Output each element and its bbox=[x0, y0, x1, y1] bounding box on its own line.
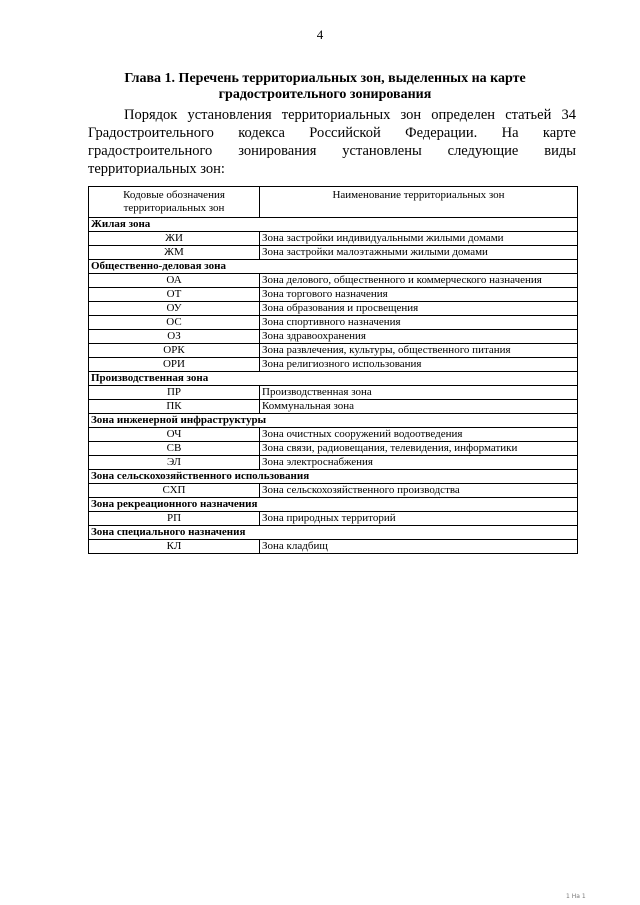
table-row bbox=[89, 484, 578, 498]
zone-code: ПР bbox=[89, 386, 260, 400]
zone-code: ОС bbox=[89, 316, 260, 330]
zone-name: Коммунальная зона bbox=[260, 400, 578, 414]
zone-code: ЖИ bbox=[89, 232, 260, 246]
zone-name: Зона делового, общественного и коммерческого назначения bbox=[260, 274, 578, 288]
zone-code: СХП bbox=[89, 484, 260, 498]
table-row bbox=[89, 512, 578, 526]
zone-code: КЛ bbox=[89, 540, 260, 554]
zones-table-body bbox=[89, 218, 578, 554]
table-row bbox=[89, 442, 578, 456]
table-row bbox=[89, 302, 578, 316]
table-row bbox=[89, 358, 578, 372]
footer-mark: 1 На 1 bbox=[566, 893, 586, 900]
zone-name: Зона развлечения, культуры, общественного питания bbox=[260, 344, 578, 358]
zone-code: ЖМ bbox=[89, 246, 260, 260]
zone-name: Зона религиозного использования bbox=[260, 358, 578, 372]
group-title: Жилая зона bbox=[89, 218, 578, 232]
table-row bbox=[89, 428, 578, 442]
zone-code: ЭЛ bbox=[89, 456, 260, 470]
page-number: 4 bbox=[316, 27, 324, 42]
zone-name: Зона сельскохозяйственного производства bbox=[260, 484, 578, 498]
table-row bbox=[89, 288, 578, 302]
zone-code: СВ bbox=[89, 442, 260, 456]
table-row bbox=[89, 330, 578, 344]
zone-name: Зона спортивного назначения bbox=[260, 316, 578, 330]
group-title: Зона рекреационного назначения bbox=[89, 498, 578, 512]
group-row bbox=[89, 260, 578, 274]
table-row bbox=[89, 344, 578, 358]
zone-name: Зона электроснабжения bbox=[260, 456, 578, 470]
zone-code: ОРК bbox=[89, 344, 260, 358]
group-title: Общественно-деловая зона bbox=[89, 260, 578, 274]
table-row bbox=[89, 232, 578, 246]
zones-table bbox=[88, 186, 578, 554]
group-title: Зона сельскохозяйственного использования bbox=[89, 470, 578, 484]
table-row bbox=[89, 274, 578, 288]
table-header-row bbox=[89, 187, 578, 218]
zone-name: Зона связи, радиовещания, телевидения, информатики bbox=[260, 442, 578, 456]
group-title: Зона инженерной инфраструктуры bbox=[89, 414, 578, 428]
zone-name: Зона природных территорий bbox=[260, 512, 578, 526]
chapter-title: Глава 1. Перечень территориальных зон, выделенных на карте градостроительного зонирования bbox=[124, 71, 526, 102]
zone-name: Зона застройки малоэтажными жилыми домами bbox=[260, 246, 578, 260]
zone-name: Зона образования и просвещения bbox=[260, 302, 578, 316]
zone-code: ОТ bbox=[89, 288, 260, 302]
group-row bbox=[89, 470, 578, 484]
header-code: Кодовые обозначения территориальных зон bbox=[89, 187, 260, 218]
group-title: Зона специального назначения bbox=[89, 526, 578, 540]
table-row bbox=[89, 386, 578, 400]
group-row bbox=[89, 498, 578, 512]
zone-code: ОА bbox=[89, 274, 260, 288]
header-name: Наименование территориальных зон bbox=[260, 187, 578, 218]
table-row bbox=[89, 400, 578, 414]
group-row bbox=[89, 526, 578, 540]
zone-name: Зона очистных сооружений водоотведения bbox=[260, 428, 578, 442]
group-row bbox=[89, 372, 578, 386]
table-row bbox=[89, 246, 578, 260]
zone-name: Зона торгового назначения bbox=[260, 288, 578, 302]
zone-name: Производственная зона bbox=[260, 386, 578, 400]
zone-name: Зона кладбищ bbox=[260, 540, 578, 554]
zone-code: ОРИ bbox=[89, 358, 260, 372]
group-title: Производственная зона bbox=[89, 372, 578, 386]
zone-code: ОУ bbox=[89, 302, 260, 316]
zone-code: ПК bbox=[89, 400, 260, 414]
table-row bbox=[89, 316, 578, 330]
intro-paragraph: Порядок установления территориальных зон определен статьей 34 Градостроительного кодекса Российской Федерации. На карте градостроительного зонирования установлены следующие виды территориальных зон: bbox=[88, 107, 576, 177]
group-row bbox=[89, 414, 578, 428]
zone-code: ОЧ bbox=[89, 428, 260, 442]
zone-name: Зона здравоохранения bbox=[260, 330, 578, 344]
zone-code: ОЗ bbox=[89, 330, 260, 344]
zone-name: Зона застройки индивидуальными жилыми домами bbox=[260, 232, 578, 246]
table-row bbox=[89, 540, 578, 554]
group-row bbox=[89, 218, 578, 232]
zone-code: РП bbox=[89, 512, 260, 526]
table-row bbox=[89, 456, 578, 470]
